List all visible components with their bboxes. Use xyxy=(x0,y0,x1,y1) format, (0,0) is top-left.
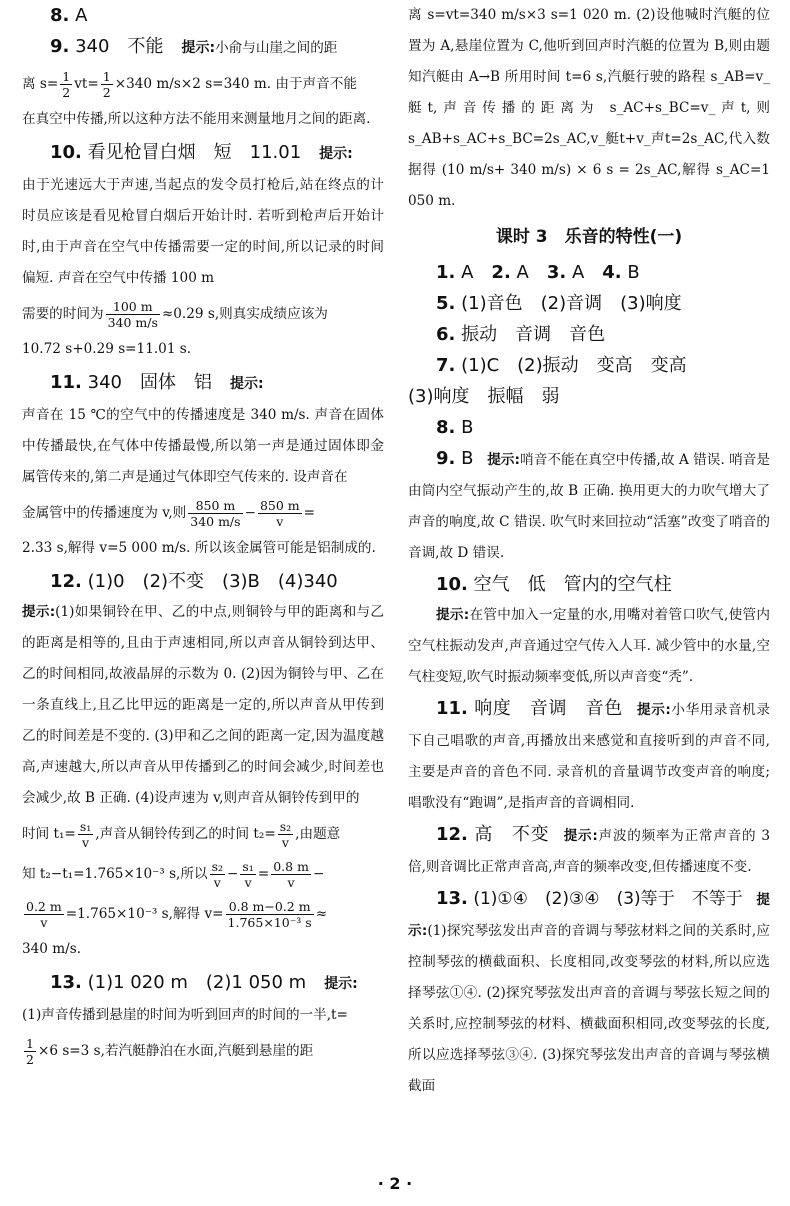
fraction xyxy=(60,69,72,100)
numerator: s₂ xyxy=(279,819,292,834)
numerator: s₂ xyxy=(211,859,223,874)
formula-text: vt= xyxy=(74,76,99,92)
answer-11 xyxy=(22,367,384,400)
answer-8 xyxy=(22,0,384,31)
question-number: 11. xyxy=(50,372,82,393)
answer-11 xyxy=(408,693,770,819)
formula-text: − xyxy=(244,505,256,521)
lesson-title: 课时 3 乐音的特性(一) xyxy=(495,227,683,247)
question-number: 7. xyxy=(436,355,456,376)
answer-9 xyxy=(408,443,770,569)
question-number: 12. xyxy=(436,824,468,845)
formula-text: ≈ xyxy=(315,906,328,922)
formula-text: − xyxy=(312,866,325,882)
question-number: 3. xyxy=(546,262,567,283)
answer-text: A xyxy=(69,5,88,26)
fraction xyxy=(24,899,64,930)
hint-text: 340 m/s. xyxy=(22,941,82,957)
answer-text: 空气 低 管内的空气柱 xyxy=(467,574,672,595)
hint-text: (1)探究琴弦发出声音的音调与琴弦材料之间的关系时,应控制琴弦的横截面积、长度相同,改变琴弦的材料,所以应选择琴弦①④. (2)探究琴弦发出声音的音调与琴弦长短之间的关系时,应控制琴弦的材料、横截面积相同,改变琴弦的长度,所以应选择琴弦③④. (3)探究琴弦发出声音的音调与琴弦横截面 xyxy=(408,923,771,1094)
hint-label: 提示: xyxy=(436,607,470,623)
fraction xyxy=(210,859,225,890)
hint-text: 2.33 s,解得 v=5 000 m/s. 所以该金属管可能是铝制成的. xyxy=(22,540,376,556)
question-number: 12. xyxy=(50,571,82,592)
formula-text: 需要的时间为 xyxy=(22,306,104,322)
fraction xyxy=(278,819,293,850)
formula-text: ×6 s=3 s,若汽艇静泊在水面,汽艇到悬崖的距 xyxy=(37,1043,314,1059)
denominator: 2 xyxy=(26,1052,34,1067)
numerator: 0.8 m−0.2 m xyxy=(226,899,314,915)
answer-10 xyxy=(22,137,384,170)
answers-1-4 xyxy=(408,257,770,288)
answer-text: (1)①④ (2)③④ (3)等于 不等于 xyxy=(467,889,743,909)
hint-label: 提示: xyxy=(324,976,358,992)
right-column xyxy=(408,0,775,1102)
formula-text: = xyxy=(257,866,270,882)
formula-text: ,声音从铜铃传到乙的时间 t₂= xyxy=(95,826,276,842)
hint-text: 声音在 15 ℃的空气中的传播速度是 340 m/s. 声音在固体中传播最快,在气体中传播最慢,所以第一声是通过固体即金属管传来的,第二声是通过气体即空气传来的. 设声音在 xyxy=(22,407,384,485)
formula-text: ,由题意 xyxy=(295,826,341,842)
answer-6 xyxy=(408,319,770,350)
formula-line xyxy=(22,493,384,533)
hint-paragraph xyxy=(22,597,384,814)
denominator: v xyxy=(281,835,289,850)
denominator: 1.765×10⁻³ s xyxy=(227,915,312,930)
answer-text: 看见枪冒白烟 短 11.01 xyxy=(81,142,302,163)
hint-text: 10.72 s+0.29 s=11.01 s. xyxy=(22,341,192,357)
question-number: 10. xyxy=(436,574,468,595)
hint-label: 提示: xyxy=(181,40,216,56)
hint-text: (1)如果铜铃在甲、乙的中点,则铜铃与甲的距离和与乙的距离是相等的,且由于声速相同,所以声音从铜铃到达甲、乙的时间相同,故液晶屏的示数为 0. (2)因为铜铃与甲、乙在一条直线上,且乙比甲远的距离是一定的,所以声音从甲传到乙的时间差是不变的. (3)甲和乙之间的距离一定,因为温度越高,声速越大,所以声音从甲传播到乙的时间会减少,时间差也会减少,故 B 正确. (4)设声速为 v,则声音从铜铃传到甲的 xyxy=(22,604,385,806)
question-number: 13. xyxy=(436,888,468,909)
denominator: v xyxy=(287,875,295,890)
denominator: v xyxy=(276,514,284,529)
hint-text: 由于光速远大于声速,当起点的发令员打枪后,站在终点的计时员应该是看见枪冒白烟后开始计时. 若听到枪声后开始计时,由于声音在空气中传播需要一定的时间,所以记录的时间偏短. 声音在空气中传播 100 m xyxy=(22,177,384,286)
formula-line xyxy=(22,894,384,934)
numerator: 850 m xyxy=(259,498,300,513)
answer-5 xyxy=(408,288,770,319)
denominator: v xyxy=(213,875,221,890)
answer-text: A xyxy=(510,262,547,283)
answer-text: A xyxy=(455,262,492,283)
formula-line xyxy=(22,64,384,104)
answer-8 xyxy=(408,412,770,443)
denominator: 340 m/s xyxy=(107,315,158,330)
question-number: 2. xyxy=(491,262,511,283)
denominator: 2 xyxy=(102,85,111,100)
numerator: s₁ xyxy=(79,819,92,834)
numerator: s₁ xyxy=(242,859,254,874)
left-column xyxy=(22,0,384,1071)
numerator: 1 xyxy=(62,69,71,84)
formula-text: ×340 m/s×2 s=340 m. 由于声音不能 xyxy=(114,76,357,92)
formula-text: 金属管中的传播速度为 v,则 xyxy=(22,505,187,521)
answer-text: B xyxy=(621,262,640,283)
answer-9 xyxy=(22,31,384,64)
question-number: 1. xyxy=(436,262,456,283)
hint-text: 哨音不能在真空中传播,故 A 错误. 哨音是由筒内空气振动产生的,故 B 正确. 换用更大的力吹气增大了声音的响度,故 C 错误. 吹气时来回拉动“活塞”改变了哨音的音调,故 D 错误. xyxy=(408,452,771,561)
answer-text: (1)音色 (2)音调 (3)响度 xyxy=(455,293,682,314)
formula-line xyxy=(22,854,384,894)
hint-label: 提示: xyxy=(22,604,56,620)
question-number: 9. xyxy=(436,448,456,469)
answer-text: (3)响度 振幅 弱 xyxy=(408,386,560,407)
formula-text: = xyxy=(303,505,316,521)
formula-text: 时间 t₁= xyxy=(22,826,76,842)
denominator: v xyxy=(82,835,90,850)
answer-text: 340 不能 xyxy=(69,36,164,57)
fraction xyxy=(78,819,93,850)
hint-label: 提示: xyxy=(408,892,771,939)
formula-line xyxy=(22,1031,384,1071)
question-number: 11. xyxy=(436,698,468,719)
fraction xyxy=(271,859,311,890)
question-number: 8. xyxy=(436,417,456,438)
answer-12 xyxy=(22,566,384,597)
hint-paragraph xyxy=(408,600,770,693)
hint-text: (1)声音传播到悬崖的时间为听到回声的时间的一半,t= xyxy=(22,1007,348,1023)
answer-12 xyxy=(408,819,775,883)
answer-text: 振动 音调 音色 xyxy=(455,324,606,345)
denominator: 340 m/s xyxy=(190,514,241,529)
formula-text: − xyxy=(227,866,239,882)
fraction xyxy=(188,498,242,529)
answer-text: A xyxy=(566,262,603,283)
answer-text: (1)C (2)振动 变高 变高 xyxy=(455,355,687,376)
question-number: 5. xyxy=(436,293,456,314)
hint-text: 小华用录音机录下自己唱歌的声音,再播放出来感觉和直接听到的声音不同,主要是声音的音色不同. 录音机的音量调节改变声音的响度;唱歌没有“跑调”,是指声音的音调相同. xyxy=(408,702,771,811)
answer-text: 高 不变 xyxy=(467,824,550,845)
answer-text: B xyxy=(455,448,474,469)
fraction xyxy=(226,899,314,930)
answer-text: B xyxy=(455,417,474,438)
fraction xyxy=(106,299,160,330)
numerator: 0.2 m xyxy=(26,899,62,914)
hint-text: 在管中加入一定量的水,用嘴对着管口吹气,使管内空气柱振动发声,声音通过空气传入人耳. 减少管中的水量,空气柱变短,吹气时振动频率变低,所以声音变“秃”. xyxy=(408,607,771,685)
answer-text: 响度 音调 音色 xyxy=(467,698,623,719)
question-number: 4. xyxy=(602,262,622,283)
numerator: 1 xyxy=(102,69,111,84)
fraction xyxy=(240,859,255,890)
hint-label: 提示: xyxy=(487,452,520,468)
denominator: v xyxy=(40,915,48,930)
numerator: 850 m xyxy=(188,498,242,514)
formula-line xyxy=(22,814,384,854)
answer-10 xyxy=(408,569,770,600)
formula-text: =1.765×10⁻³ s,解得 v= xyxy=(65,906,224,922)
numerator: 1 xyxy=(26,1036,34,1051)
question-number: 9. xyxy=(50,36,70,57)
hint-text: 声波的频率为正常声音的 3 倍,则音调比正常声音高,声音的频率改变,但传播速度不变. xyxy=(408,828,775,875)
formula-text: 离 s= xyxy=(22,76,59,92)
answer-text: (1)1 020 m (2)1 050 m xyxy=(81,972,307,993)
numerator: 0.8 m xyxy=(273,859,309,874)
denominator: 2 xyxy=(62,85,71,100)
hint-label: 提示: xyxy=(637,702,671,718)
fraction xyxy=(101,69,113,100)
hint-label: 提示: xyxy=(563,828,598,844)
answer-13 xyxy=(22,967,384,1000)
fraction xyxy=(24,1036,36,1067)
hint-label: 提示: xyxy=(229,376,264,392)
formula-text: ≈0.29 s,则真实成绩应该为 xyxy=(161,306,328,322)
answer-text: 340 固体 铝 xyxy=(81,372,212,393)
answer-7 xyxy=(408,350,770,381)
question-number: 13. xyxy=(50,972,82,993)
hint-text: 小俞与山崖之间的距 xyxy=(215,40,338,56)
page-number: · 2 · xyxy=(377,1174,413,1193)
denominator: v xyxy=(244,875,252,890)
question-number: 10. xyxy=(50,142,82,163)
hint-text: 离 s=vt=340 m/s×3 s=1 020 m. (2)设他喊时汽艇的位置为 A,悬崖位置为 C,他听到回声时汽艇的位置为 B,则由题知汽艇由 A→B 所用时间 t=6 s,汽艇行驶的路程 s_AB=v_艇t,声音传播的距离为 s_AC+s_BC=v_声t,则 s_AB+s_AC+s_BC=2s_AC,v_艇t+v_声t=2s_AC,代入数据得 (10 m/s+ 340 m/s) × 6 s = 2s_AC,解得 s_AC=1 050 m. xyxy=(408,7,775,209)
numerator: 100 m xyxy=(106,299,160,315)
hint-label: 提示: xyxy=(319,146,353,162)
answer-13 xyxy=(408,883,770,1102)
question-number: 8. xyxy=(50,5,70,26)
formula-line xyxy=(22,294,384,334)
answer-text: (1)0 (2)不变 (3)B (4)340 xyxy=(81,571,338,592)
question-number: 6. xyxy=(436,324,456,345)
fraction xyxy=(258,498,302,529)
hint-text: 在真空中传播,所以这种方法不能用来测量地月之间的距离. xyxy=(22,111,371,127)
formula-text: 知 t₂−t₁=1.765×10⁻³ s,所以 xyxy=(22,866,208,882)
